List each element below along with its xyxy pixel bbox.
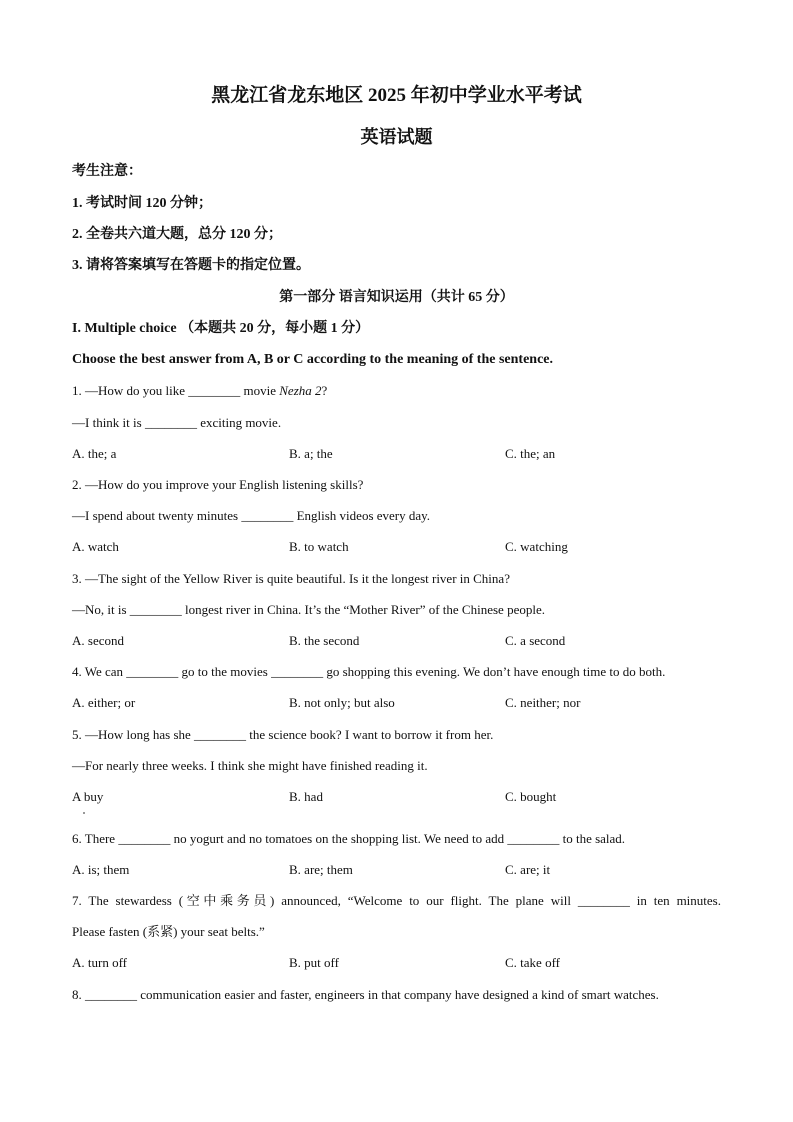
question-6-stem: 6. There ________ no yogurt and no tomatoes on the shopping list. We need to add ________ to the salad. — [72, 831, 626, 846]
question-1-reply: —I think it is ________ exciting movie. — [72, 415, 282, 430]
question-6-option-b: B. are; them — [289, 862, 353, 877]
question-3-option-b: B. the second — [289, 633, 360, 648]
part-one-title: 第一部分 语言知识运用（共计 65 分） — [279, 290, 514, 305]
question-5-reply: —For nearly three weeks. I think she might have finished reading it. — [72, 758, 428, 773]
question-1-option-c: C. the; an — [505, 446, 556, 461]
question-2-stem: 2. —How do you improve your English listening skills? — [72, 477, 364, 492]
question-5-option-b: B. had — [289, 789, 323, 804]
question-5-option-a: A buy — [72, 789, 104, 804]
question-1-option-a: A. the; a — [72, 446, 117, 461]
notice-item-1: 1. 考试时间 120 分钟； — [72, 196, 212, 211]
instruction: Choose the best answer from A, B or C according to the meaning of the sentence. — [72, 352, 554, 367]
question-4-stem: 4. We can ________ go to the movies ________ go shopping this evening. We don’t have enough time to do both. — [72, 664, 666, 679]
question-1-stem — [72, 383, 721, 399]
question-6-option-c: C. are; it — [505, 862, 551, 877]
question-4-option-c: C. neither; nor — [505, 695, 581, 710]
question-5-option-c: C. bought — [505, 789, 557, 804]
question-1-option-b: B. a; the — [289, 446, 333, 461]
question-3-stem: 3. —The sight of the Yellow River is quite beautiful. Is it the longest river in China? — [72, 571, 510, 586]
notice-item-3: 3. 请将答案填写在答题卡的指定位置。 — [72, 258, 310, 273]
question-7-stem-continued: Please fasten (系紧) your seat belts.” — [72, 924, 265, 939]
question-1-stem-end: ? — [321, 383, 328, 398]
section-title: I. Multiple choice （本题共 20 分，每小题 1 分） — [72, 321, 370, 336]
question-2-option-a: A. watch — [72, 539, 119, 554]
notice-heading: 考生注意： — [72, 164, 142, 179]
question-7-stem: 7. The stewardess (空中乘务员) announced, “Welcome to our flight. The plane will ________ in ten minutes. — [72, 893, 721, 908]
exam-title: 黑龙江省龙东地区 2025 年初中学业水平考试 — [211, 85, 582, 106]
question-3-option-a: A. second — [72, 633, 124, 648]
stray-mark — [83, 812, 85, 814]
question-2-option-b: B. to watch — [289, 539, 349, 554]
question-8-stem: 8. ________ communication easier and faster, engineers in that company have designed a kind of smart watches. — [72, 987, 659, 1002]
question-2-option-c: C. watching — [505, 539, 568, 554]
question-4-option-b: B. not only; but also — [289, 695, 395, 710]
question-7-option-b: B. put off — [289, 955, 339, 970]
notice-item-2: 2. 全卷共六道大题，总分 120 分； — [72, 227, 282, 242]
question-6-option-a: A. is; them — [72, 862, 130, 877]
question-2-reply: —I spend about twenty minutes ________ English videos every day. — [72, 508, 431, 523]
question-4-option-a: A. either; or — [72, 695, 136, 710]
question-7-option-c: C. take off — [505, 955, 560, 970]
question-1-movie-title: Nezha 2 — [279, 383, 322, 398]
question-1-stem-text: 1. —How do you like ________ movie — [72, 383, 280, 398]
question-3-option-c: C. a second — [505, 633, 566, 648]
question-5-stem: 5. —How long has she ________ the science book? I want to borrow it from her. — [72, 727, 494, 742]
exam-subtitle: 英语试题 — [360, 127, 433, 147]
question-3-reply: —No, it is ________ longest river in China. It’s the “Mother River” of the Chinese people. — [72, 602, 545, 617]
question-7-option-a: A. turn off — [72, 955, 128, 970]
